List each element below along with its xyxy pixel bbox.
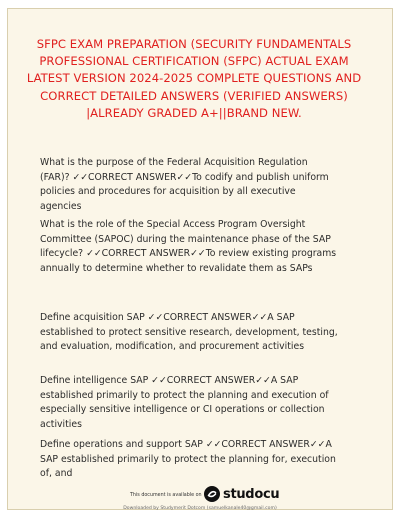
qa-item-2: What is the role of the Special Access Program Oversight Committee (SAPOC) during the maintenance phase of the SAP lifecycle? ✓✓CORRECT ANSWER✓✓To review existing programs annually to determine whether to revalidate them as SAPs [40,219,337,274]
qa-item-4: Define intelligence SAP ✓✓CORRECT ANSWER✓✓A SAP established primarily to protect the planning and execution of especially sensitive intelligence or CI operations or collection activities [40,375,329,430]
studocu-logo-icon [204,486,220,502]
document-title: SFPC EXAM PREPARATION (SECURITY FUNDAMENTALS PROFESSIONAL CERTIFICATION (SFPC) ACTUAL EXAM LATEST VERSION 2024-2025 COMPLETE QUESTIONS AND CORRECT DETAILED ANSWERS (VERIFIED ANSWERS) |ALREADY GRADED A+||BRAND NEW. [26,37,362,120]
qa-item-1: What is the purpose of the Federal Acquisition Regulation (FAR)? ✓✓CORRECT ANSWER✓✓To codify and publish uniform policies and procedures for acquisition by all executive agencies [40,157,329,212]
studocu-logo[interactable] [204,486,279,502]
studocu-logo-text: studocu [223,486,280,502]
qa-item-3: Define acquisition SAP ✓✓CORRECT ANSWER✓✓A SAP established to protect sensitive research, development, testing, and evaluation, modification, and procurement activities [40,312,338,353]
download-attribution: Downloaded by Studymerit Dotcom (samuelkanale40@gmail.com) [123,506,277,511]
qa-item-5: Define operations and support SAP ✓✓CORRECT ANSWER✓✓A SAP established primarily to protect the planning for, execution of, and [40,439,336,480]
availability-note: This document is available on [130,493,202,498]
